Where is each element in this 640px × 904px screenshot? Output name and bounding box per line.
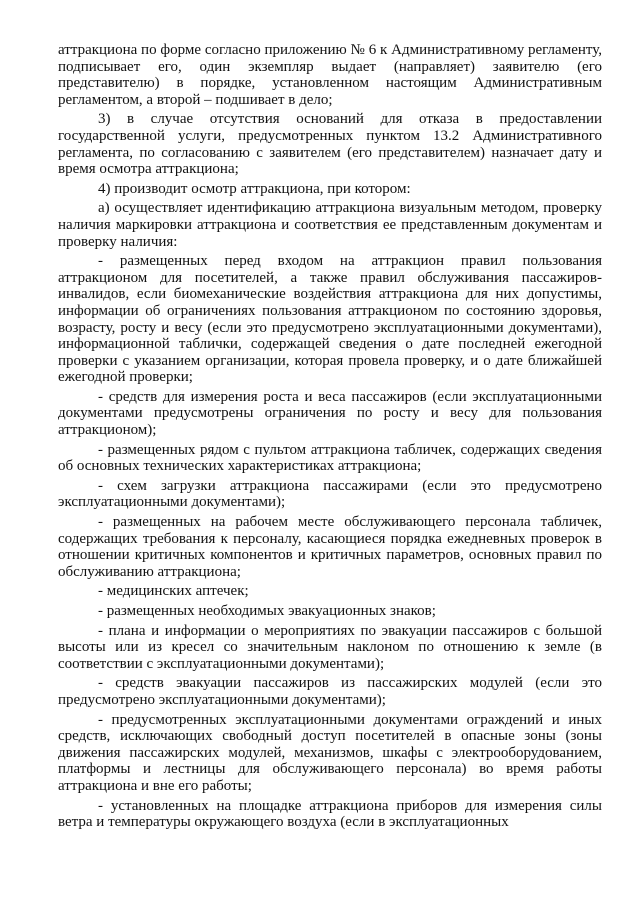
list-item-evacuation-signs: - размещенных необходимых эвакуационных знаков; — [98, 603, 436, 619]
list-item-measuring-means: - средств для измерения роста и веса пассажиров (если эксплуатационными документами предусмотрены ограничения по росту и весу для пользования аттракционом); — [58, 388, 602, 439]
paragraph-item-4: 4) производит осмотр аттракциона, при котором: — [98, 180, 411, 197]
document-page — [58, 42, 602, 892]
list-item-evacuation-means: - средств эвакуации пассажиров из пассажирских модулей (если это предусмотрено эксплуатационными документами); — [58, 675, 602, 708]
list-item-evacuation-plan: - плана и информации о мероприятиях по эвакуации пассажиров с большой высоты или из кресел со значительным наклоном по отношению к земле (в соответствии с эксплуатационными документами); — [58, 622, 602, 672]
paragraph-item-3: 3) в случае отсутствия оснований для отказа в предоставлении государственной услуги, предусмотренных пунктом 13.2 Административного регламента, по согласованию с заявителем (его представителем) назначает дату и время осмотра аттракциона; — [58, 111, 602, 178]
list-item-rules: - размещенных перед входом на аттракцион правил пользования аттракционом для посетителей, а также правил обслуживания пассажиров-инвалидов, если биомеханические воздействия аттракциона для них допустимы, информации об ограничениях пользования аттракционом по состоянию здоровья, возрасту, росту и весу (если это предусмотрено эксплуатационными документами), информационной таблички, содержащей сведения о дате последней ежегодной проверки с указанием организации, которая провела проверку, и о дате ближайшей ежегодной проверки; — [58, 253, 602, 386]
list-item-fencing: - предусмотренных эксплуатационными документами ограждений и иных средств, исключающих свободный доступ посетителей в опасные зоны (зоны движения пассажирских модулей, механизмов, шкафы с электрооборудованием, платформы и лестницы для обслуживающего персонала) во время работы аттракциона и вне его работы; — [58, 711, 602, 794]
list-item-control-panel-plates: - размещенных рядом с пультом аттракциона табличек, содержащих сведения об основных технических характеристиках аттракциона; — [58, 441, 602, 475]
paragraph-subitem-a: а) осуществляет идентификацию аттракциона визуальным методом, проверку наличия маркировки аттракциона и соответствия ее представленным документам и проверку наличия: — [58, 200, 602, 250]
paragraph-continuation: аттракциона по форме согласно приложению № 6 к Административному регламенту, подписывает его, один экземпляр выдает (направляет) заявителю (его представителю) в порядке, установленном настоящим Административным регламентом, а второй – подшивает в дело; — [58, 42, 602, 108]
list-item-wind-temperature-devices: - установленных на площадке аттракциона приборов для измерения силы ветра и температуры окружающего воздуха (если в эксплуатационных — [58, 797, 602, 831]
list-item-loading-schemes: - схем загрузки аттракциона пассажирами (если это предусмотрено эксплуатационными документами); — [58, 477, 602, 511]
list-item-first-aid-kits: - медицинских аптечек; — [98, 583, 249, 600]
list-item-staff-plates: - размещенных на рабочем месте обслуживающего персонала табличек, содержащих требования к персоналу, касающиеся порядка ежедневных проверок в отношении критичных компонентов и критичных параметров, основных правил по обслуживанию аттракциона; — [58, 514, 602, 580]
